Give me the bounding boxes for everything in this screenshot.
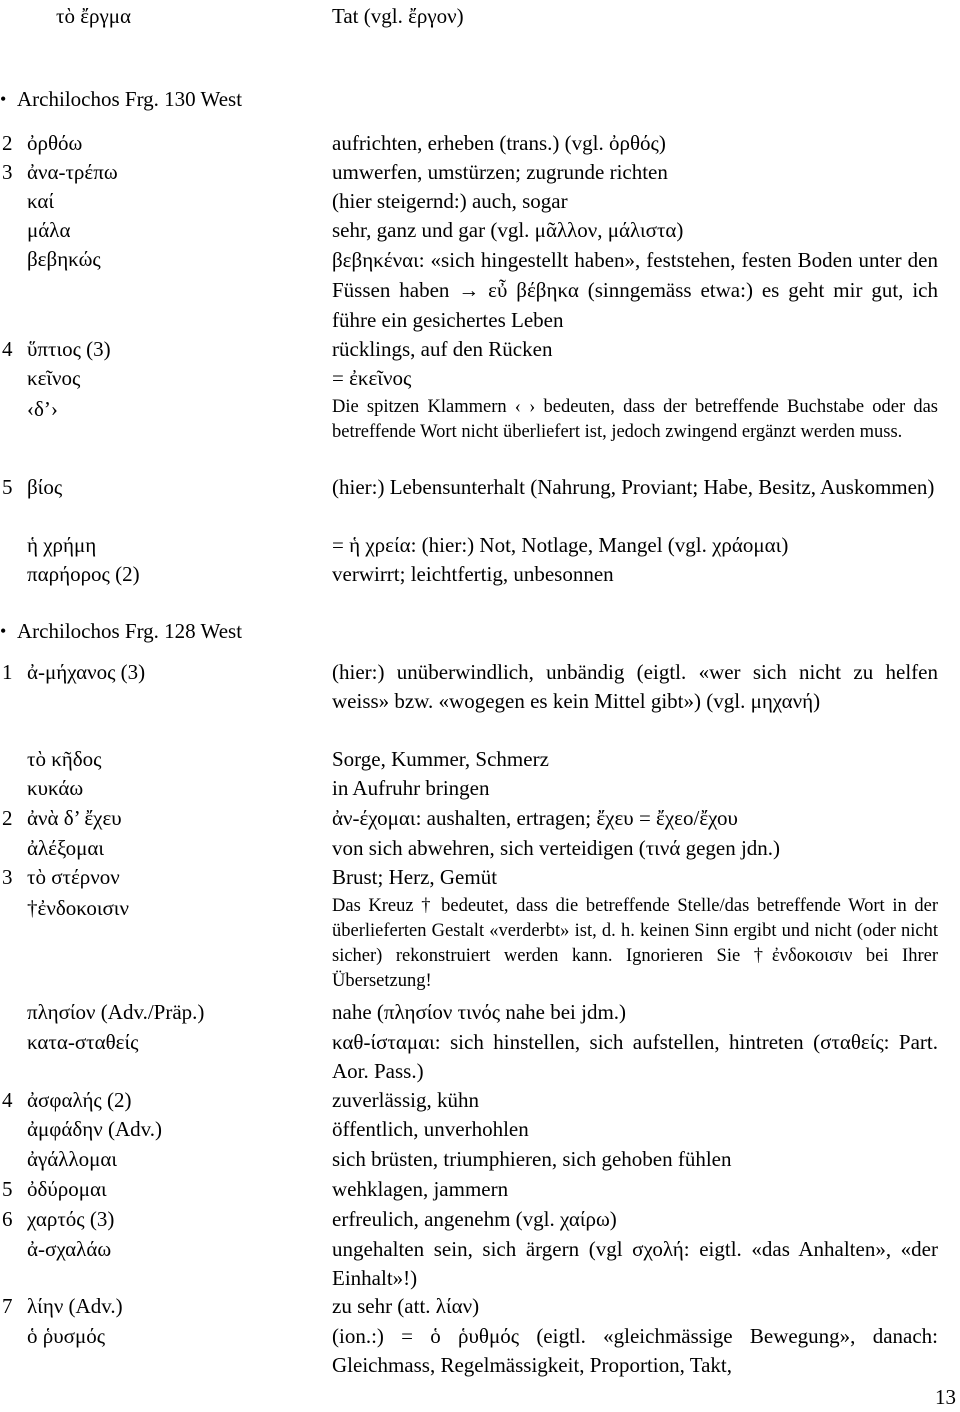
- line-number: 4: [2, 1088, 13, 1112]
- entry-definition: Die spitzen Klammern ‹ › bedeuten, dass der betreffende Buchstabe oder das betreffende Wort nicht überliefert ist, jedoch zwingend ergänzt werden muss.: [332, 397, 938, 442]
- line-number: 5: [2, 475, 13, 499]
- section-title: Archilochos Frg. 130 West: [17, 87, 243, 111]
- entry-definition: Tat (vgl. ἔργον): [332, 4, 464, 28]
- entry-definition: βεβηκέναι: «sich hingestellt haben», feststehen, festen Boden unter den Füssen haben → εὖ βέβηκα (sinngemäss etwa:) es geht mir gut, ich führe ein gesichertes Leben: [332, 248, 938, 332]
- entry-definition: = ἐκεῖνος: [332, 366, 412, 390]
- entry-term: λίην (Adv.): [27, 1294, 123, 1318]
- entry-definition: sich brüsten, triumphieren, sich gehoben fühlen: [332, 1147, 732, 1171]
- entry-term: ἀ-μήχανος (3): [27, 660, 146, 684]
- entry-term: καί: [27, 189, 55, 213]
- entry-definition: καθ-ίσταμαι: sich hinstellen, sich aufstellen, hintreten (σταθείς: Part. Aor. Pass.): [332, 1030, 938, 1083]
- bullet-icon: •: [0, 621, 7, 641]
- entry-definition: = ἡ χρεία: (hier:) Not, Notlage, Mangel (vgl. χράομαι): [332, 533, 789, 557]
- entry-term: πλησίον (Adv./Präp.): [27, 1000, 205, 1024]
- entry-definition: (ion.:) = ὁ ῥυθμός (eigtl. «gleichmässige Bewegung», danach: Gleichmass, Regelmässigkeit, Proportion, Takt,: [332, 1324, 938, 1377]
- entry-definition: rücklings, auf den Rücken: [332, 337, 553, 361]
- entry-definition: zu sehr (att. λίαν): [332, 1294, 480, 1318]
- entry-definition: ungehalten sein, sich ärgern (vgl σχολή: eigtl. «das Anhalten», «der Einhalt»!): [332, 1237, 938, 1290]
- entry-definition: in Aufruhr bringen: [332, 776, 490, 800]
- entry-term: ὁ ῥυσμός: [27, 1324, 106, 1348]
- entry-term: τὸ κῆδος: [27, 747, 102, 771]
- entry-definition: Sorge, Kummer, Schmerz: [332, 747, 549, 771]
- entry-definition: ἀν-έχομαι: aushalten, ertragen; ἔχευ = ἔχεο/ἔχου: [332, 806, 738, 830]
- entry-definition: öffentlich, unverhohlen: [332, 1117, 529, 1141]
- entry-definition: Brust; Herz, Gemüt: [332, 865, 498, 889]
- entry-definition: erfreulich, angenehm (vgl. χαίρω): [332, 1207, 617, 1231]
- entry-definition: verwirrt; leichtfertig, unbesonnen: [332, 562, 614, 586]
- line-number: 2: [2, 806, 13, 830]
- entry-term: ὀδύρομαι: [27, 1177, 107, 1201]
- entry-definition: Das Kreuz † bedeutet, dass die betreffende Stelle/das betreffende Wort in der überlieferten Gestalt «verderbt» ist, d. h. keinen Sinn ergibt und nicht (oder nicht sicher) rekonstruiert werden kann. Ignorieren Sie †ἐνδοκοισιν bei Ihrer Übersetzung!: [332, 896, 938, 991]
- entry-term: τὸ ἔργμα: [56, 4, 132, 28]
- line-number: 6: [2, 1207, 13, 1231]
- entry-term: ἀμφάδην (Adv.): [27, 1117, 163, 1141]
- entry-definition: umwerfen, umstürzen; zugrunde richten: [332, 160, 668, 184]
- entry-definition: (hier:) unüberwindlich, unbändig (eigtl. «wer sich nicht zu helfen weiss» bzw. «wogegen es kein Mittel gibt») (vgl. μηχανή): [332, 660, 938, 713]
- entry-definition: (hier:) Lebensunterhalt (Nahrung, Proviant; Habe, Besitz, Auskommen): [332, 475, 935, 499]
- entry-definition: von sich abwehren, sich verteidigen (τινά gegen jdn.): [332, 836, 781, 860]
- bullet-icon: •: [0, 89, 7, 109]
- entry-definition: nahe (πλησίον τινός nahe bei jdm.): [332, 1000, 627, 1024]
- entry-term: κατα-σταθείς: [27, 1030, 139, 1054]
- entry-term: ἀ-σχαλάω: [27, 1237, 112, 1261]
- section-title: Archilochos Frg. 128 West: [17, 619, 243, 643]
- page-number: 13: [935, 1385, 956, 1409]
- entry-term: χαρτός (3): [27, 1207, 115, 1231]
- entry-term: παρήορος (2): [27, 562, 140, 586]
- line-number: 5: [2, 1177, 13, 1201]
- entry-term: κεῖνος: [27, 366, 81, 390]
- entry-definition: wehklagen, jammern: [332, 1177, 509, 1201]
- entry-term: τὸ στέρνον: [27, 865, 120, 889]
- entry-term: ‹δ’›: [27, 397, 58, 421]
- entry-term: †ἐνδοκοισιν: [27, 896, 129, 920]
- entry-term: ἡ χρήμη: [27, 533, 97, 557]
- entry-definition: sehr, ganz und gar (vgl. μᾶλλον, μάλιστα): [332, 218, 684, 242]
- entry-term: ἀνὰ δ’ ἔχευ: [27, 806, 122, 830]
- entry-term: ὀρθόω: [27, 131, 83, 155]
- entry-definition: (hier steigernd:) auch, sogar: [332, 189, 568, 213]
- entry-term: βεβηκώς: [27, 247, 101, 271]
- entry-term: μάλα: [27, 218, 71, 242]
- entry-term: κυκάω: [27, 776, 84, 800]
- entry-term: ἀνα-τρέπω: [27, 160, 118, 184]
- line-number: 4: [2, 337, 13, 361]
- entry-definition: aufrichten, erheben (trans.) (vgl. ὀρθός): [332, 131, 666, 155]
- entry-term: ἀσφαλής (2): [27, 1088, 132, 1112]
- entry-term: ἀγάλλομαι: [27, 1147, 118, 1171]
- entry-term: ἀλέξομαι: [27, 836, 104, 860]
- line-number: 2: [2, 131, 13, 155]
- entry-term: βίος: [27, 475, 63, 499]
- line-number: 1: [2, 660, 13, 684]
- entry-term: ὕπτιος (3): [27, 337, 111, 361]
- line-number: 7: [2, 1294, 13, 1318]
- line-number: 3: [2, 160, 13, 184]
- entry-definition: zuverlässig, kühn: [332, 1088, 479, 1112]
- line-number: 3: [2, 865, 13, 889]
